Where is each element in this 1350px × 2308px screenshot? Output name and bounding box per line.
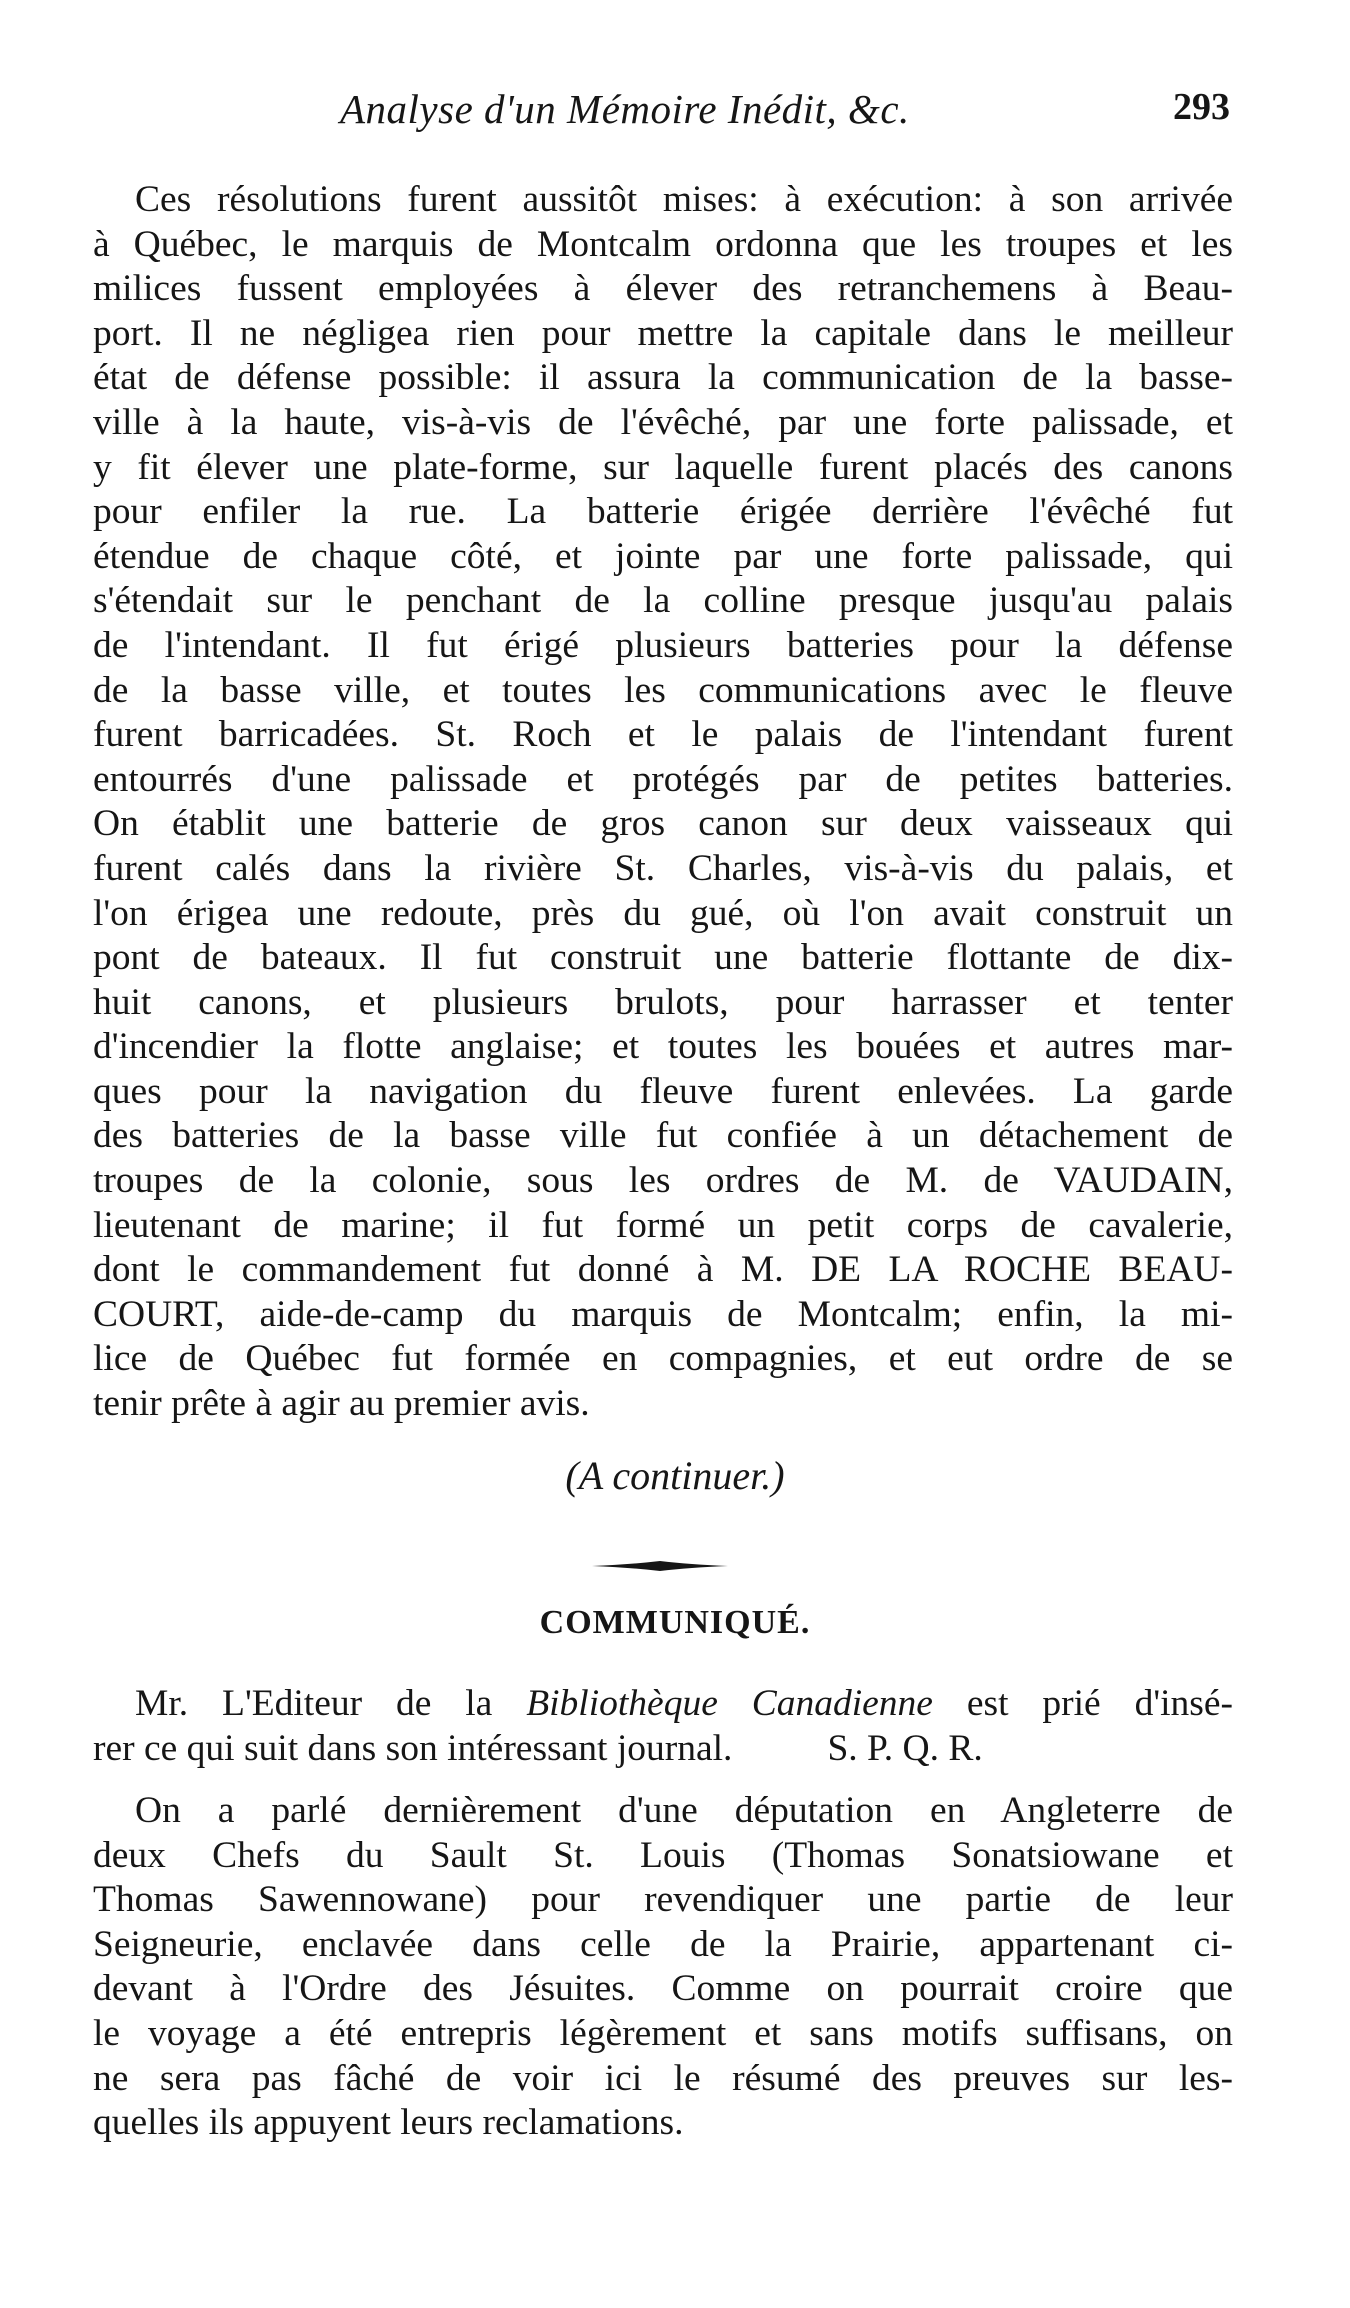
text-segment: Mr. L'Editeur de la	[135, 1683, 527, 1724]
text-line: ne sera pas fâché de voir ici le résumé des preuves sur les-	[93, 2057, 1233, 2099]
text-line: huit canons, et plusieurs brulots, pour harrasser et tenter	[93, 981, 1233, 1023]
text-line: de l'intendant. Il fut érigé plusieurs batteries pour la défense	[93, 624, 1233, 666]
text-line: quelles ils appuyent leurs reclamations.	[93, 2102, 684, 2144]
section-heading: COMMUNIQUÉ.	[539, 1604, 811, 1641]
text-line: troupes de la colonie, sous les ordres de M. de VAUDAIN,	[93, 1160, 1233, 1202]
text-line: le voyage a été entrepris légèrement et sans motifs suffisans, on	[93, 2012, 1233, 2054]
text-line: furent barricadées. St. Roch et le palais de l'intendant furent	[93, 714, 1233, 756]
text-line: de la basse ville, et toutes les communications avec le fleuve	[93, 669, 1233, 711]
text-line: deux Chefs du Sault St. Louis (Thomas Sonatsiowane et	[93, 1834, 1233, 1876]
text-line: pont de bateaux. Il fut construit une batterie flottante de dix-	[93, 937, 1233, 979]
text-line: tenir prête à agir au premier avis.	[93, 1383, 590, 1425]
paragraph-montcalm-defense	[93, 178, 1233, 1427]
text-line	[93, 1682, 1233, 1727]
text-line: ville à la haute, vis-à-vis de l'évêché, par une forte palissade, et	[93, 401, 1233, 443]
text-line: des batteries de la basse ville fut confiée à un détachement de	[93, 1115, 1233, 1157]
text-line: entourrés d'une palissade et protégés par de petites batteries.	[93, 758, 1233, 800]
text-line: l'on érigea une redoute, près du gué, où l'on avait construit un	[93, 892, 1233, 934]
text-line: lice de Québec fut formée en compagnies, et eut ordre de se	[93, 1338, 1233, 1380]
signature: S. P. Q. R.	[827, 1727, 983, 1769]
text-segment: est prié d'insé-	[932, 1683, 1233, 1724]
text-line: devant à l'Ordre des Jésuites. Comme on pourrait croire que	[93, 1968, 1233, 2010]
text-line: furent calés dans la rivière St. Charles, vis-à-vis du palais, et	[93, 847, 1233, 889]
text-line: ques pour la navigation du fleuve furent enlevées. La garde	[93, 1070, 1233, 1112]
text-line: dont le commandement fut donné à M. DE LA ROCHE BEAU-	[93, 1249, 1233, 1291]
paragraph-editor-note	[93, 1682, 1233, 1771]
journal-title: Bibliothèque Canadienne	[526, 1683, 933, 1724]
text-line: pour enfiler la rue. La batterie érigée derrière l'évêché fut	[93, 491, 1233, 533]
text-line: s'étendait sur le penchant de la colline presque jusqu'au palais	[93, 580, 1233, 622]
text-line: On établit une batterie de gros canon sur deux vaisseaux qui	[93, 803, 1233, 845]
running-title: Analyse d'un Mémoire Inédit, &c.	[340, 86, 910, 132]
text-line: Ces résolutions furent aussitôt mises: à exécution: à son arrivée	[135, 179, 1233, 220]
text-line: On a parlé dernièrement d'une députation en Angleterre de	[135, 1790, 1233, 1831]
text-line: lieutenant de marine; il fut formé un petit corps de cavalerie,	[93, 1204, 1233, 1246]
running-head	[90, 85, 1230, 145]
text-line: à Québec, le marquis de Montcalm ordonna que les troupes et les	[93, 223, 1233, 265]
text-line: port. Il ne négligea rien pour mettre la capitale dans le meilleur	[93, 312, 1233, 354]
text-line: étendue de chaque côté, et jointe par une forte palissade, qui	[93, 535, 1233, 577]
text-line: Seigneurie, enclavée dans celle de la Prairie, appartenant ci-	[93, 1923, 1233, 1965]
continuation-note: (A continuer.)	[565, 1453, 785, 1498]
paragraph-deputation	[93, 1789, 1233, 2146]
page-number: 293	[1173, 86, 1230, 128]
ornament-rule	[590, 1558, 730, 1574]
text-line: y fit élever une plate-forme, sur laquelle furent placés des canons	[93, 446, 1233, 488]
text-line	[93, 1727, 1233, 1772]
text-line: Thomas Sawennowane) pour revendiquer une partie de leur	[93, 1879, 1233, 1921]
text-line: COURT, aide-de-camp du marquis de Montcalm; enfin, la mi-	[93, 1293, 1233, 1335]
text-line: état de défense possible: il assura la communication de la basse-	[93, 357, 1233, 399]
text-line: d'incendier la flotte anglaise; et toutes les bouées et autres mar-	[93, 1026, 1233, 1068]
text-line: milices fussent employées à élever des retranchemens à Beau-	[93, 268, 1233, 310]
text-segment: rer ce qui suit dans son intéressant journal.	[93, 1727, 733, 1769]
